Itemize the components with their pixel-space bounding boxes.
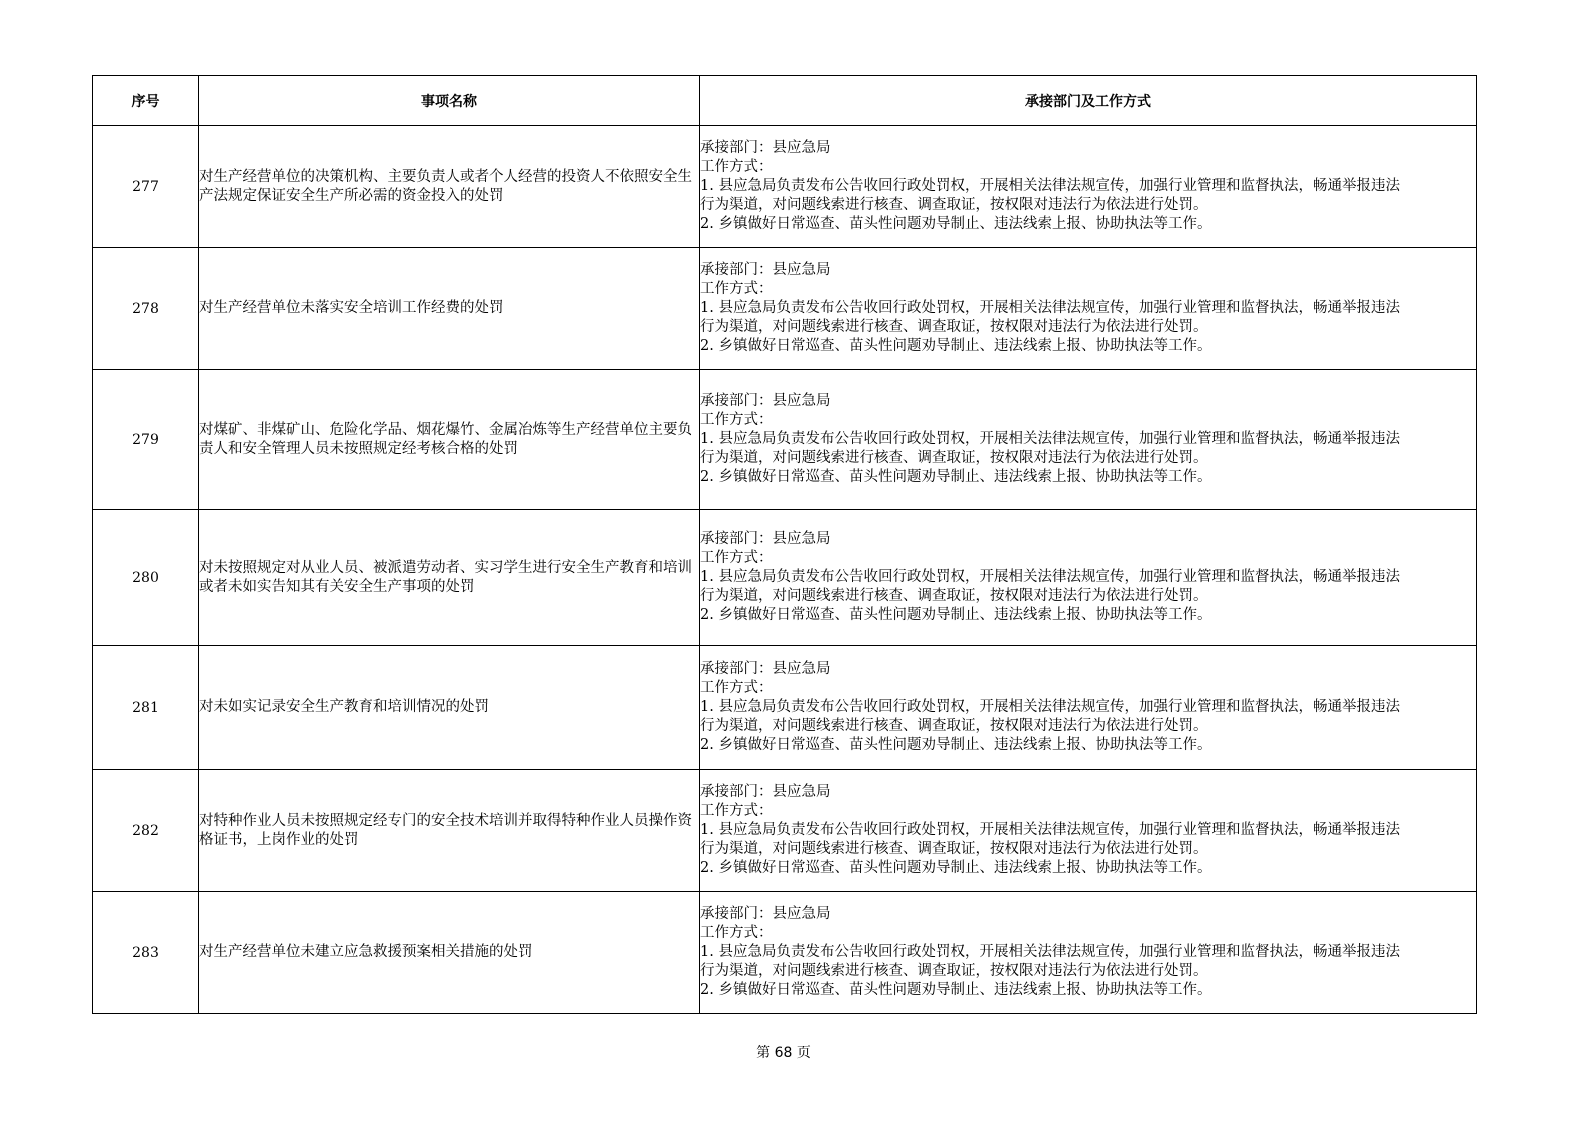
page-number: 第 68 页 <box>756 1045 811 1061</box>
dept-line: 行为渠道，对问题线索进行核查、调查取证，按权限对违法行为依法进行处罚。 <box>700 197 1208 213</box>
dept-line: 2. 乡镇做好日常巡查、苗头性问题劝导制止、违法线索上报、协助执法等工作。 <box>700 216 1212 232</box>
dept-line: 工作方式： <box>700 412 773 428</box>
row-serial-number: 277 <box>93 126 199 248</box>
row-department-method <box>700 892 1477 1014</box>
row-department-method <box>700 248 1477 370</box>
header-serial-number: 序号 <box>93 76 199 126</box>
row-serial-number: 282 <box>93 770 199 892</box>
dept-line: 1. 县应急局负责发布公告收回行政处罚权，开展相关法律法规宣传，加强行业管理和监督执法，畅通举报违法 <box>700 822 1400 838</box>
row-department-method <box>700 370 1477 510</box>
table-body <box>93 126 1477 1014</box>
row-department-method <box>700 770 1477 892</box>
dept-line: 承接部门：县应急局 <box>700 661 831 677</box>
dept-line: 1. 县应急局负责发布公告收回行政处罚权，开展相关法律法规宣传，加强行业管理和监督执法，畅通举报违法 <box>700 944 1400 960</box>
dept-line: 1. 县应急局负责发布公告收回行政处罚权，开展相关法律法规宣传，加强行业管理和监督执法，畅通举报违法 <box>700 431 1400 447</box>
dept-line: 2. 乡镇做好日常巡查、苗头性问题劝导制止、违法线索上报、协助执法等工作。 <box>700 982 1212 998</box>
dept-line: 2. 乡镇做好日常巡查、苗头性问题劝导制止、违法线索上报、协助执法等工作。 <box>700 338 1212 354</box>
table-row <box>93 510 1477 646</box>
table-row <box>93 126 1477 248</box>
table-row <box>93 892 1477 1014</box>
dept-line: 2. 乡镇做好日常巡查、苗头性问题劝导制止、违法线索上报、协助执法等工作。 <box>700 860 1212 876</box>
dept-line: 工作方式： <box>700 925 773 941</box>
table-row <box>93 248 1477 370</box>
table-row <box>93 370 1477 510</box>
dept-line: 行为渠道，对问题线索进行核查、调查取证，按权限对违法行为依法进行处罚。 <box>700 588 1208 604</box>
dept-line: 承接部门：县应急局 <box>700 262 831 278</box>
dept-line: 2. 乡镇做好日常巡查、苗头性问题劝导制止、违法线索上报、协助执法等工作。 <box>700 469 1212 485</box>
items-table <box>92 75 1477 1014</box>
dept-line: 承接部门：县应急局 <box>700 393 831 409</box>
dept-line: 1. 县应急局负责发布公告收回行政处罚权，开展相关法律法规宣传，加强行业管理和监督执法，畅通举报违法 <box>700 300 1400 316</box>
dept-line: 1. 县应急局负责发布公告收回行政处罚权，开展相关法律法规宣传，加强行业管理和监督执法，畅通举报违法 <box>700 699 1400 715</box>
row-serial-number: 278 <box>93 248 199 370</box>
dept-line: 承接部门：县应急局 <box>700 140 831 156</box>
dept-line: 承接部门：县应急局 <box>700 531 831 547</box>
row-item-name: 对生产经营单位未落实安全培训工作经费的处罚 <box>199 248 700 370</box>
dept-line: 1. 县应急局负责发布公告收回行政处罚权，开展相关法律法规宣传，加强行业管理和监督执法，畅通举报违法 <box>700 569 1400 585</box>
dept-line: 2. 乡镇做好日常巡查、苗头性问题劝导制止、违法线索上报、协助执法等工作。 <box>700 607 1212 623</box>
row-item-name: 对特种作业人员未按照规定经专门的安全技术培训并取得特种作业人员操作资格证书，上岗作业的处罚 <box>199 770 700 892</box>
dept-line: 2. 乡镇做好日常巡查、苗头性问题劝导制止、违法线索上报、协助执法等工作。 <box>700 737 1212 753</box>
row-item-name: 对生产经营单位的决策机构、主要负责人或者个人经营的投资人不依照安全生产法规定保证安全生产所必需的资金投入的处罚 <box>199 126 700 248</box>
dept-line: 1. 县应急局负责发布公告收回行政处罚权，开展相关法律法规宣传，加强行业管理和监督执法，畅通举报违法 <box>700 178 1400 194</box>
dept-line: 工作方式： <box>700 550 773 566</box>
row-department-method <box>700 646 1477 770</box>
row-item-name: 对生产经营单位未建立应急救援预案相关措施的处罚 <box>199 892 700 1014</box>
dept-line: 工作方式： <box>700 803 773 819</box>
row-item-name: 对煤矿、非煤矿山、危险化学品、烟花爆竹、金属冶炼等生产经营单位主要负责人和安全管理人员未按照规定经考核合格的处罚 <box>199 370 700 510</box>
row-serial-number: 279 <box>93 370 199 510</box>
dept-line: 工作方式： <box>700 680 773 696</box>
dept-line: 行为渠道，对问题线索进行核查、调查取证，按权限对违法行为依法进行处罚。 <box>700 841 1208 857</box>
dept-line: 行为渠道，对问题线索进行核查、调查取证，按权限对违法行为依法进行处罚。 <box>700 450 1208 466</box>
table-row <box>93 646 1477 770</box>
row-department-method <box>700 126 1477 248</box>
row-serial-number: 280 <box>93 510 199 646</box>
row-serial-number: 281 <box>93 646 199 770</box>
dept-line: 承接部门：县应急局 <box>700 906 831 922</box>
row-item-name: 对未按照规定对从业人员、被派遣劳动者、实习学生进行安全生产教育和培训或者未如实告知其有关安全生产事项的处罚 <box>199 510 700 646</box>
table-header-row <box>93 76 1477 126</box>
row-item-name: 对未如实记录安全生产教育和培训情况的处罚 <box>199 646 700 770</box>
dept-line: 行为渠道，对问题线索进行核查、调查取证，按权限对违法行为依法进行处罚。 <box>700 963 1208 979</box>
table-row <box>93 770 1477 892</box>
dept-line: 工作方式： <box>700 159 773 175</box>
header-department-method: 承接部门及工作方式 <box>700 76 1477 126</box>
row-department-method <box>700 510 1477 646</box>
dept-line: 行为渠道，对问题线索进行核查、调查取证，按权限对违法行为依法进行处罚。 <box>700 319 1208 335</box>
header-item-name: 事项名称 <box>199 76 700 126</box>
dept-line: 承接部门：县应急局 <box>700 784 831 800</box>
row-serial-number: 283 <box>93 892 199 1014</box>
dept-line: 行为渠道，对问题线索进行核查、调查取证，按权限对违法行为依法进行处罚。 <box>700 718 1208 734</box>
dept-line: 工作方式： <box>700 281 773 297</box>
